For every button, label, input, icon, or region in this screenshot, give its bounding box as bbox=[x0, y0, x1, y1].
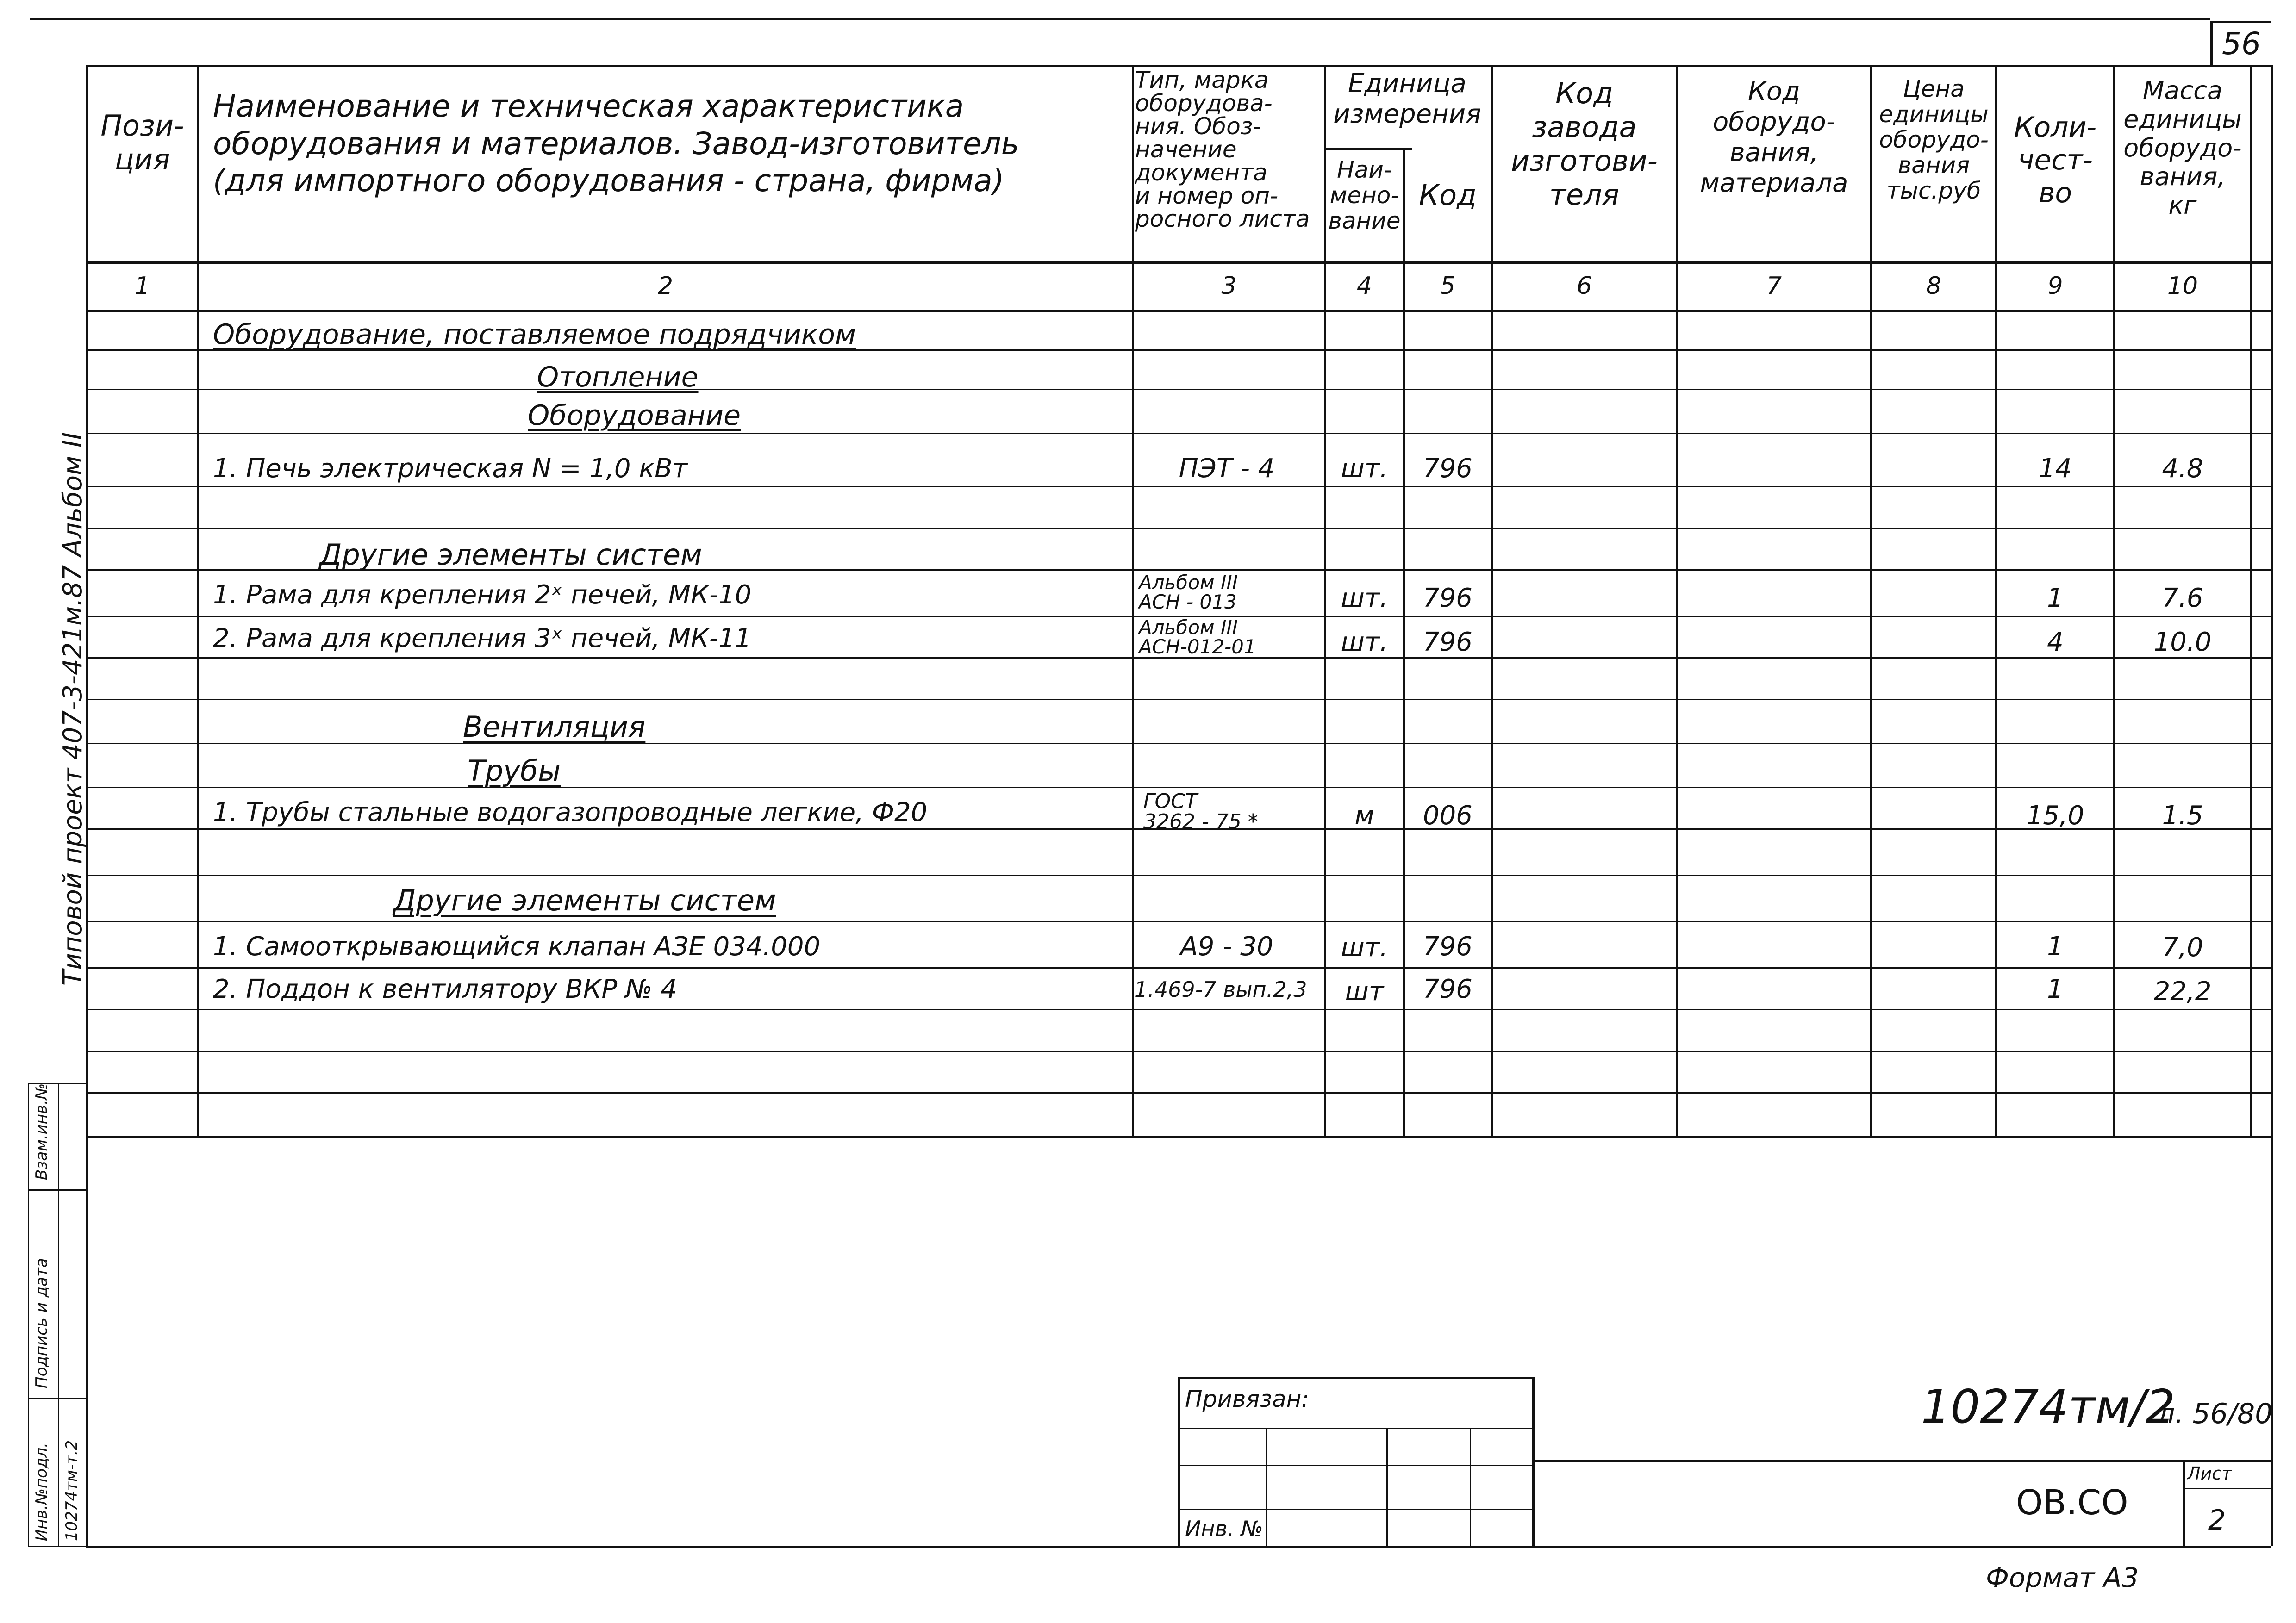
item-qty: 4 bbox=[2047, 627, 2064, 657]
colnum-4: 4 bbox=[1356, 272, 1373, 300]
item-code: 796 bbox=[1423, 974, 1472, 1004]
item-code: 796 bbox=[1423, 583, 1472, 613]
item-qty: 14 bbox=[2039, 454, 2072, 484]
stamp-vzam-inv: Взам.инв.№ bbox=[32, 1083, 51, 1180]
item-type: ПЭТ - 4 bbox=[1179, 454, 1275, 484]
item-type: А9 - 30 bbox=[1180, 932, 1273, 962]
item-qty: 1 bbox=[2047, 974, 2064, 1004]
item-unit: шт bbox=[1345, 976, 1384, 1007]
item-unit: шт. bbox=[1341, 583, 1388, 613]
item-type: 1.469-7 вып.2,3 bbox=[1134, 977, 1307, 1002]
list-value: 2 bbox=[2208, 1504, 2226, 1536]
item-name: 2. Рама для крепления 3ˣ печей, МК-11 bbox=[213, 623, 752, 653]
stamp-sign-date: Подпись и дата bbox=[32, 1258, 51, 1388]
item-unit: шт. bbox=[1341, 454, 1388, 484]
page-number: 56 bbox=[2222, 26, 2261, 62]
frame-right bbox=[2271, 65, 2273, 1546]
stamp-inv-podl-value: 10274тм-т.2 bbox=[62, 1440, 81, 1541]
colnum-6: 6 bbox=[1576, 272, 1592, 300]
header-type: Тип, марка оборудова- ния. Обоз- начение документа и номер оп- росного листа bbox=[1135, 67, 1310, 232]
stamp-inv-no: Инв. № bbox=[1185, 1516, 1263, 1541]
stamp-privyazan: Привязан: bbox=[1185, 1386, 1310, 1412]
list-label: Лист bbox=[2187, 1463, 2232, 1484]
item-mass: 10.0 bbox=[2153, 627, 2212, 657]
section-other-elements-2: Другие элементы систем bbox=[393, 883, 776, 917]
section-other-elements: Другие элементы систем bbox=[319, 538, 702, 572]
header-unit-code: Код bbox=[1419, 178, 1477, 212]
side-label: Типовой проект 407-3-421м.87 Альбом II bbox=[58, 432, 88, 986]
colnum-3: 3 bbox=[1221, 272, 1237, 300]
item-code: 796 bbox=[1423, 932, 1472, 962]
header-plant-code: Код завода изготови- теля bbox=[1510, 76, 1658, 212]
item-name: 1. Рама для крепления 2ˣ печей, МК-10 bbox=[213, 580, 752, 610]
item-type: Альбом III АСН-012-01 bbox=[1139, 616, 1256, 658]
item-name: 1. Печь электрическая N = 1,0 кВт bbox=[213, 454, 688, 484]
item-name: 1. Самооткрывающийся клапан АЗЕ 034.000 bbox=[213, 932, 821, 962]
colnum-9: 9 bbox=[2047, 272, 2063, 300]
header-equip-code: Код оборудо- вания, материала bbox=[1700, 76, 1848, 199]
section-heating: Отопление bbox=[537, 361, 699, 393]
colnum-8: 8 bbox=[1926, 272, 1942, 300]
item-mass: 7,0 bbox=[2162, 933, 2203, 963]
header-unit-group: Единица измерения bbox=[1333, 68, 1481, 130]
colnum-1: 1 bbox=[134, 272, 150, 300]
item-mass: 1.5 bbox=[2162, 801, 2203, 831]
section-contractor: Оборудование, поставляемое подрядчиком bbox=[213, 318, 856, 351]
header-name: Наименование и техническая характеристика оборудования и материалов. Завод-изготовитель (для импортного оборудования - страна, фирма) bbox=[213, 88, 1019, 199]
section-ventilation: Вентиляция bbox=[463, 710, 646, 744]
item-code: 006 bbox=[1423, 801, 1472, 831]
header-price: Цена единицы оборудо- вания тыс.руб bbox=[1879, 75, 1989, 204]
colnum-10: 10 bbox=[2167, 272, 2198, 300]
item-code: 796 bbox=[1423, 627, 1472, 657]
item-unit: шт. bbox=[1341, 933, 1388, 963]
item-mass: 7.6 bbox=[2162, 583, 2203, 613]
sheet-ref: л. 56/80 bbox=[2157, 1398, 2273, 1430]
stamp-inv-podl: Инв.№подл. bbox=[32, 1443, 51, 1541]
colnum-5: 5 bbox=[1440, 272, 1456, 300]
item-unit: м bbox=[1354, 801, 1374, 831]
item-name: 1. Трубы стальные водогазопроводные легкие, Ф20 bbox=[213, 797, 928, 827]
colnum-7: 7 bbox=[1766, 272, 1782, 300]
item-qty: 1 bbox=[2047, 583, 2064, 613]
item-qty: 1 bbox=[2047, 932, 2064, 962]
item-mass: 22,2 bbox=[2153, 976, 2212, 1007]
item-unit: шт. bbox=[1341, 627, 1388, 657]
item-type: Альбом III АСН - 013 bbox=[1139, 571, 1238, 613]
section-equipment: Оборудование bbox=[528, 399, 741, 432]
header-qty: Коли- чест- во bbox=[2014, 111, 2097, 209]
doc-number: 10274тм/2 bbox=[1921, 1380, 2176, 1434]
colnum-2: 2 bbox=[657, 272, 674, 300]
header-mass: Масса единицы оборудо- вания, кг bbox=[2123, 76, 2242, 220]
format-label: Формат А3 bbox=[1986, 1562, 2139, 1593]
item-code: 796 bbox=[1423, 454, 1472, 484]
section-pipes: Трубы bbox=[468, 754, 561, 788]
header-unit-name: Наи- мено- вание bbox=[1328, 156, 1401, 234]
item-qty: 15,0 bbox=[2026, 801, 2084, 831]
item-type: ГОСТ 3262 - 75 * bbox=[1143, 790, 1258, 833]
item-mass: 4.8 bbox=[2162, 454, 2203, 484]
header-position: Пози- ция bbox=[100, 109, 184, 177]
doc-code: ОВ.СО bbox=[2016, 1483, 2128, 1523]
item-name: 2. Поддон к вентилятору ВКР № 4 bbox=[213, 974, 677, 1004]
